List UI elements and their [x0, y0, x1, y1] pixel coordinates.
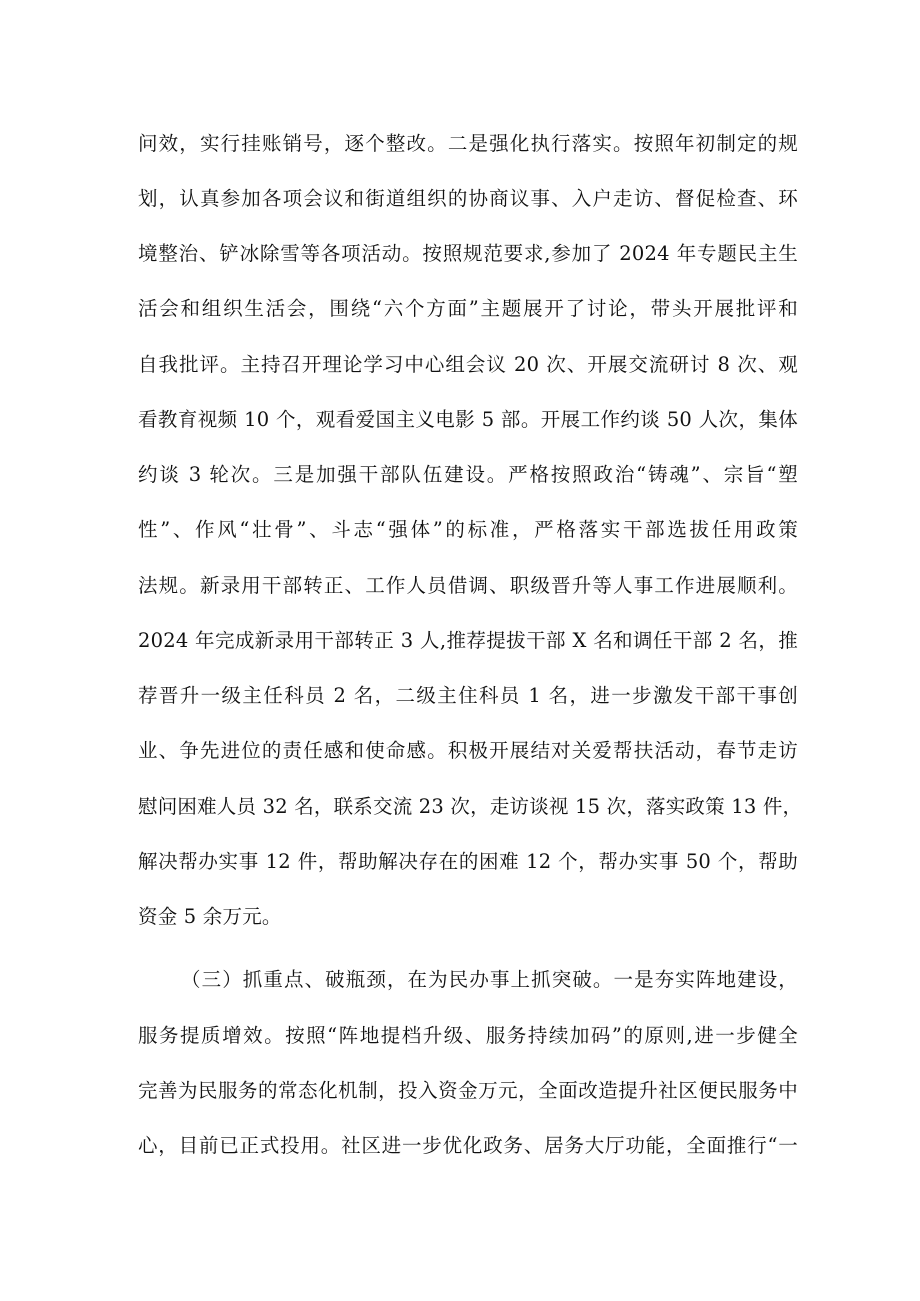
text-line: 资金 5 余万元。 [138, 905, 282, 928]
text-line: 解决帮办实事 12 件，帮助解决存在的困难 12 个，帮办实事 50 个，帮助 [138, 850, 798, 873]
text-line: 服务提质增效。按照“阵地提档升级、服务持续加码”的原则,进一步健全 [138, 1024, 798, 1047]
text-line: 划，认真参加各项会议和街道组织的协商议事、入户走访、督促检查、环 [138, 187, 798, 210]
text-line: 约谈 3 轮次。三是加强干部队伍建设。严格按照政治“铸魂”、宗旨“塑 [138, 463, 798, 486]
text-line: 活会和组织生活会，围绕“六个方面”主题展开了讨论，带头开展批评和 [138, 297, 798, 320]
text-line: 境整治、铲冰除雪等各项活动。按照规范要求,参加了 2024 年专题民主生 [138, 242, 798, 265]
text-line: 自我批评。主持召开理论学习中心组会议 20 次、开展交流研讨 8 次、观 [138, 353, 798, 376]
text-line: 心，目前已正式投用。社区进一步优化政务、居务大厅功能，全面推行“一 [138, 1134, 798, 1157]
text-line: 慰问困难人员 32 名，联系交流 23 次，走访谈视 15 次，落实政策 13 件， [138, 795, 803, 818]
text-line: 荐晋升一级主任科员 2 名，二级主住科员 1 名，进一步激发干部干事创 [138, 684, 798, 707]
text-line: 业、争先进位的责任感和使命感。积极开展结对关爱帮扶活动，春节走访 [138, 739, 798, 762]
section-heading-line: （三）抓重点、破瓶颈，在为民办事上抓突破。一是夯实阵地建设， [181, 968, 798, 991]
text-line: 法规。新录用干部转正、工作人员借调、职级晋升等人事工作进展顺利。 [138, 574, 798, 597]
text-line: 性”、作风“壮骨”、斗志“强体”的标准，严格落实干部选拔任用政策 [138, 518, 798, 541]
text-line: 完善为民服务的常态化机制，投入资金万元，全面改造提升社区便民服务中 [138, 1079, 798, 1102]
text-line: 2024 年完成新录用干部转正 3 人,推荐提拔干部 X 名和调任干部 2 名，推 [138, 629, 798, 652]
text-line: 问效，实行挂账销号，逐个整改。二是强化执行落实。按照年初制定的规 [138, 132, 798, 155]
text-line: 看教育视频 10 个，观看爱国主义电影 5 部。开展工作约谈 50 人次，集体 [138, 408, 798, 431]
